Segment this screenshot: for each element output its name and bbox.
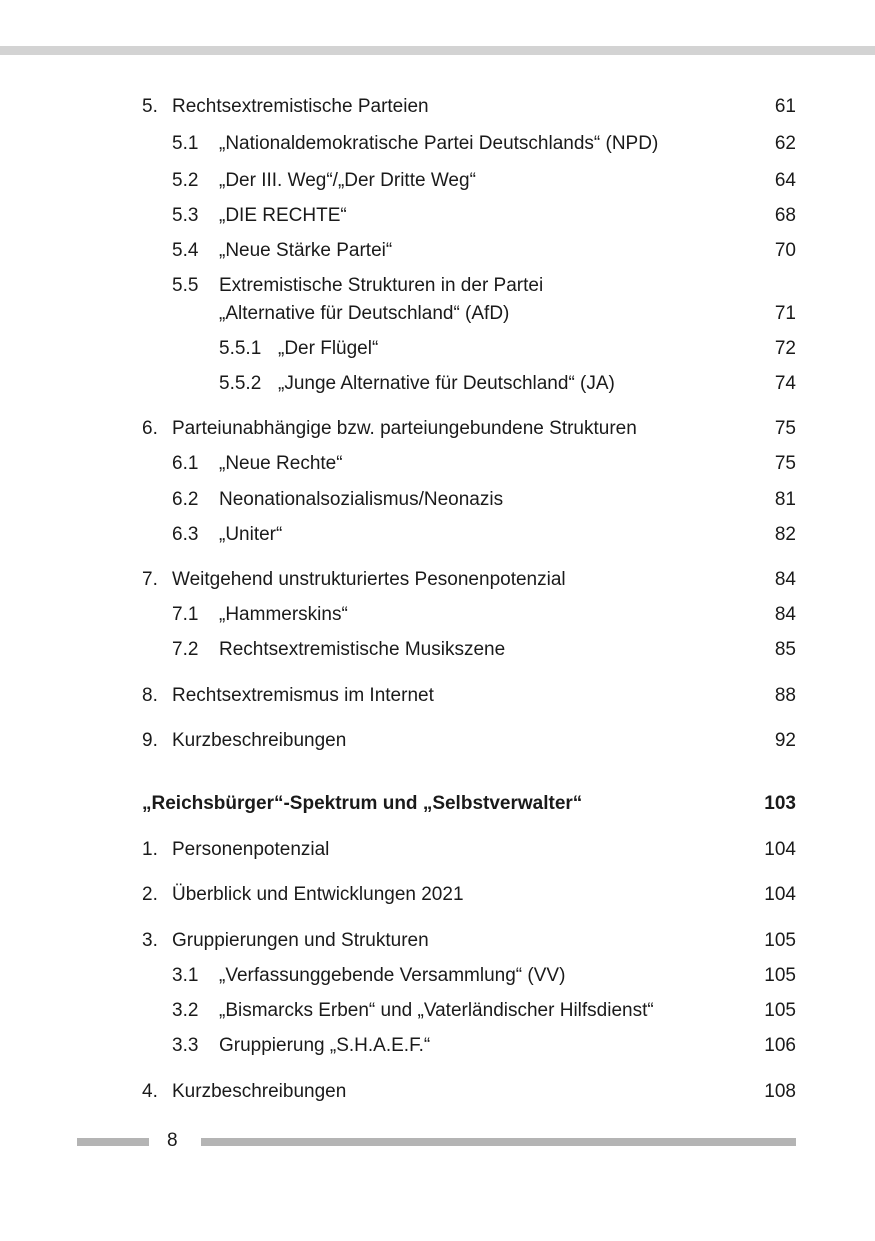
toc-entry[interactable] bbox=[0, 1077, 875, 1107]
toc-entry-page: 70 bbox=[774, 240, 796, 261]
toc-entry-title: Kurzbeschreibungen bbox=[172, 1081, 347, 1102]
toc-entry-page: 105 bbox=[764, 1000, 796, 1021]
toc-entry-title: Extremistische Strukturen in der Partei bbox=[219, 275, 544, 296]
toc-entry-continuation[interactable] bbox=[0, 299, 875, 329]
toc-entry-page: 105 bbox=[764, 965, 796, 986]
toc-entry-title: Personenpotenzial bbox=[172, 839, 330, 860]
toc-entry-title: Gruppierung „S.H.A.E.F.“ bbox=[219, 1035, 431, 1056]
toc-entry-title: „Uniter“ bbox=[219, 524, 283, 545]
toc-entry-number: 3.3 bbox=[172, 1035, 199, 1056]
toc-entry-page: 108 bbox=[764, 1081, 796, 1102]
toc-entry-number: 5.4 bbox=[172, 240, 199, 261]
section-heading-page: 103 bbox=[764, 793, 796, 814]
toc-entry-title: „Hammerskins“ bbox=[219, 604, 348, 625]
toc-entry-page: 62 bbox=[774, 133, 796, 154]
toc-entry-number: 3.1 bbox=[172, 965, 199, 986]
toc-entry-number: 5.5.1 bbox=[219, 338, 262, 359]
footer-rule-left bbox=[77, 1138, 149, 1146]
toc-entry-title: Kurzbeschreibungen bbox=[172, 730, 347, 751]
toc-entry-title-line2: „Alternative für Deutschland“ (AfD) bbox=[219, 303, 510, 324]
toc-entry-title: Rechtsextremistische Parteien bbox=[172, 96, 429, 117]
toc-entry[interactable] bbox=[0, 835, 875, 865]
toc-entry[interactable] bbox=[0, 166, 875, 196]
toc-entry-number: 5.3 bbox=[172, 205, 199, 226]
toc-entry-page: 74 bbox=[774, 373, 796, 394]
toc-entry-number: 7. bbox=[142, 569, 158, 590]
toc-entry-title: Überblick und Entwicklungen 2021 bbox=[172, 884, 464, 905]
toc-entry-title: Rechtsextremistische Musikszene bbox=[219, 639, 506, 660]
toc-entry[interactable] bbox=[0, 565, 875, 595]
toc-entry-page: 82 bbox=[774, 524, 796, 545]
toc-entry-number: 3. bbox=[142, 930, 158, 951]
toc-entry-title: Parteiunabhängige bzw. parteiungebundene Strukturen bbox=[172, 418, 637, 439]
toc-entry-number: 3.2 bbox=[172, 1000, 199, 1021]
toc-entry[interactable] bbox=[0, 681, 875, 711]
toc-entry-page: 68 bbox=[774, 205, 796, 226]
toc-entry-page: 106 bbox=[764, 1035, 796, 1056]
toc-entry-title: „Nationaldemokratische Partei Deutschlands“ (NPD) bbox=[219, 133, 659, 154]
toc-entry-page: 85 bbox=[774, 639, 796, 660]
toc-entry-number: 6.2 bbox=[172, 489, 199, 510]
top-rule bbox=[0, 46, 875, 55]
section-heading-title: „Reichsbürger“-Spektrum und „Selbstverwalter“ bbox=[142, 793, 583, 814]
toc-entry-number: 6.3 bbox=[172, 524, 199, 545]
toc-entry-page: 105 bbox=[764, 930, 796, 951]
toc-entry-page: 104 bbox=[764, 884, 796, 905]
toc-entry-title: „Der Flügel“ bbox=[278, 338, 379, 359]
toc-entry-page: 84 bbox=[774, 604, 796, 625]
toc-entry-number: 4. bbox=[142, 1081, 158, 1102]
toc-entry-title: „Neue Stärke Partei“ bbox=[219, 240, 393, 261]
toc-entry-page: 75 bbox=[774, 418, 796, 439]
toc-entry[interactable] bbox=[0, 926, 875, 956]
toc-entry-title: Gruppierungen und Strukturen bbox=[172, 930, 429, 951]
toc-entry[interactable] bbox=[0, 880, 875, 910]
toc-entry-number: 5.5.2 bbox=[219, 373, 262, 394]
toc-entry-title: „Junge Alternative für Deutschland“ (JA) bbox=[278, 373, 615, 394]
toc-entry-title: „DIE RECHTE“ bbox=[219, 205, 347, 226]
toc-entry[interactable] bbox=[0, 996, 875, 1026]
toc-entry[interactable] bbox=[0, 449, 875, 479]
toc-entry-title: Neonationalsozialismus/Neonazis bbox=[219, 489, 504, 510]
toc-entry-page: 75 bbox=[774, 453, 796, 474]
toc-entry-page: 84 bbox=[774, 569, 796, 590]
toc-entry[interactable] bbox=[0, 236, 875, 266]
toc-entry-number: 6. bbox=[142, 418, 158, 439]
toc-entry-number: 8. bbox=[142, 685, 158, 706]
toc-entry-title: Weitgehend unstrukturiertes Pesonenpotenzial bbox=[172, 569, 566, 590]
toc-entry[interactable] bbox=[0, 600, 875, 630]
toc-entry[interactable] bbox=[0, 961, 875, 991]
toc-entry-page: 81 bbox=[774, 489, 796, 510]
toc-entry-title: „Verfassunggebende Versammlung“ (VV) bbox=[219, 965, 566, 986]
toc-entry-number: 9. bbox=[142, 730, 158, 751]
toc-entry-page: 72 bbox=[774, 338, 796, 359]
toc-entry-number: 2. bbox=[142, 884, 158, 905]
toc-entry[interactable] bbox=[0, 414, 875, 444]
toc-entry[interactable] bbox=[0, 635, 875, 665]
toc-section-heading[interactable] bbox=[0, 789, 875, 819]
toc-entry-title: Rechtsextremismus im Internet bbox=[172, 685, 434, 706]
toc-entry-number: 5. bbox=[142, 96, 158, 117]
toc-entry-page: 104 bbox=[764, 839, 796, 860]
toc-entry-number: 7.2 bbox=[172, 639, 199, 660]
page-number: 8 bbox=[167, 1130, 178, 1151]
toc-entry[interactable] bbox=[0, 201, 875, 231]
toc-entry[interactable] bbox=[0, 520, 875, 550]
toc-entry[interactable] bbox=[0, 271, 875, 301]
toc-entry-number: 5.2 bbox=[172, 170, 199, 191]
toc-entry-page: 61 bbox=[774, 96, 796, 117]
toc-entry-number: 5.1 bbox=[172, 133, 199, 154]
footer-rule-right bbox=[201, 1138, 796, 1146]
toc-entry[interactable] bbox=[0, 726, 875, 756]
toc-entry-number: 1. bbox=[142, 839, 158, 860]
toc-entry[interactable] bbox=[0, 485, 875, 515]
toc-entry[interactable] bbox=[0, 1031, 875, 1061]
toc-entry[interactable] bbox=[0, 129, 875, 159]
toc-entry-number: 6.1 bbox=[172, 453, 199, 474]
toc-entry-number: 5.5 bbox=[172, 275, 199, 296]
toc-entry-page: 88 bbox=[774, 685, 796, 706]
toc-entry-page: 64 bbox=[774, 170, 796, 191]
toc-entry[interactable] bbox=[0, 369, 875, 399]
toc-entry-title: „Der III. Weg“/„Der Dritte Weg“ bbox=[219, 170, 476, 191]
toc-entry-number: 7.1 bbox=[172, 604, 199, 625]
toc-entry[interactable] bbox=[0, 92, 875, 122]
toc-entry[interactable] bbox=[0, 334, 875, 364]
toc-entry-page: 71 bbox=[774, 303, 796, 324]
toc-entry-title: „Bismarcks Erben“ und „Vaterländischer Hilfsdienst“ bbox=[219, 1000, 654, 1021]
toc-entry-title: „Neue Rechte“ bbox=[219, 453, 343, 474]
toc-entry-page: 92 bbox=[774, 730, 796, 751]
